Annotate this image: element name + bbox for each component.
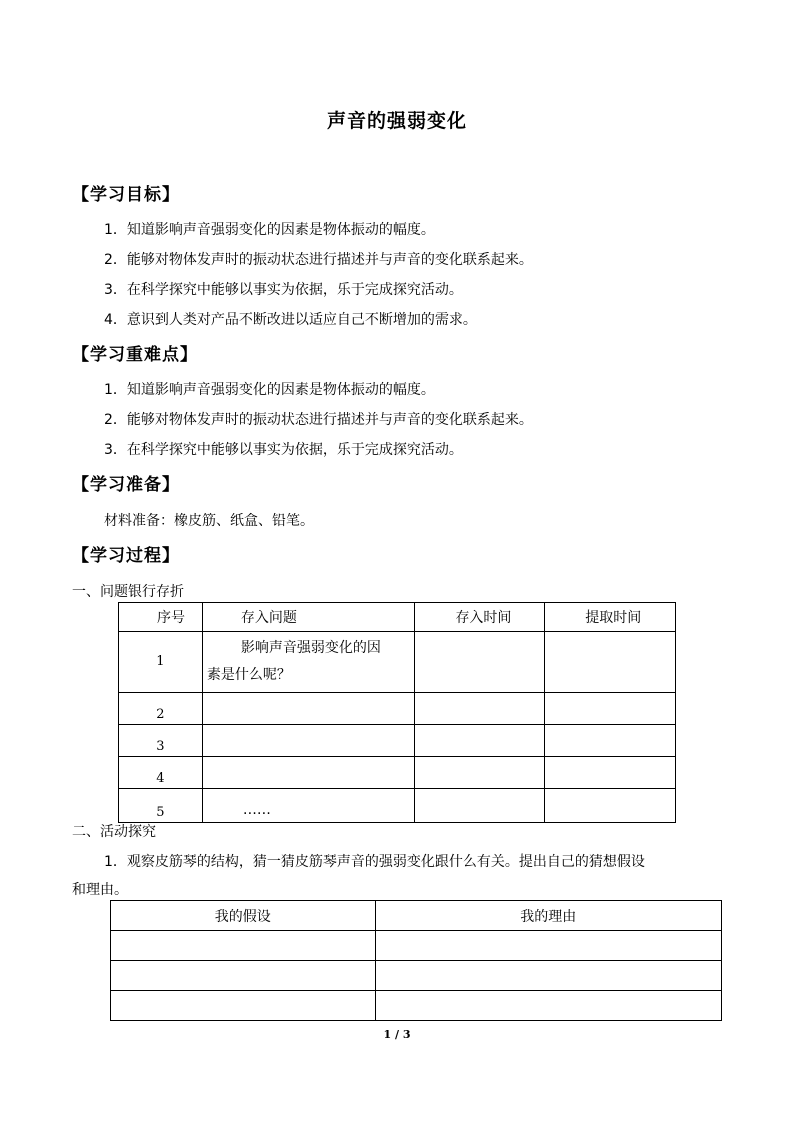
key-points-heading: 【学习重难点】 bbox=[72, 345, 198, 365]
question-cell bbox=[202, 632, 415, 693]
preparation-heading: 【学习准备】 bbox=[72, 475, 180, 495]
key-point-item: 2．能够对物体发声时的振动状态进行描述并与声音的变化联系起来。 bbox=[104, 412, 533, 428]
row-number: 1 bbox=[119, 632, 203, 693]
objectives-heading: 【学习目标】 bbox=[72, 185, 180, 205]
header-number: 序号 bbox=[119, 603, 203, 632]
table-row bbox=[119, 632, 676, 693]
reason-cell bbox=[375, 961, 721, 991]
objective-item: 2．能够对物体发声时的振动状态进行描述并与声音的变化联系起来。 bbox=[104, 252, 533, 268]
table-header-row bbox=[119, 603, 676, 632]
deposit-time-cell bbox=[415, 693, 545, 725]
table-row bbox=[119, 789, 676, 823]
activity-instruction: 1．观察皮筋琴的结构，猜一猜皮筋琴声音的强弱变化跟什么有关。提出自己的猜想假设 bbox=[104, 854, 645, 870]
table-header-row bbox=[111, 901, 722, 931]
preparation-text: 材料准备：橡皮筋、纸盒、铅笔。 bbox=[104, 513, 314, 529]
header-withdraw-time: 提取时间 bbox=[545, 603, 676, 632]
ellipsis-cell: …… bbox=[202, 789, 415, 823]
row-number: 2 bbox=[119, 693, 203, 725]
table-row bbox=[111, 991, 722, 1021]
reason-cell bbox=[375, 991, 721, 1021]
question-cell bbox=[202, 725, 415, 757]
part1-title: 一、问题银行存折 bbox=[72, 584, 184, 600]
question-cell bbox=[202, 693, 415, 725]
deposit-time-cell bbox=[415, 757, 545, 789]
hypothesis-cell bbox=[111, 931, 376, 961]
hypothesis-cell bbox=[111, 991, 376, 1021]
withdraw-time-cell bbox=[545, 693, 676, 725]
key-point-item: 3．在科学探究中能够以事实为依据，乐于完成探究活动。 bbox=[104, 442, 463, 458]
page-number: 1 / 3 bbox=[383, 1028, 411, 1041]
withdraw-time-cell bbox=[545, 789, 676, 823]
withdraw-time-cell bbox=[545, 725, 676, 757]
objective-item: 4．意识到人类对产品不断改进以适应自己不断增加的需求。 bbox=[104, 312, 477, 328]
withdraw-time-cell bbox=[545, 757, 676, 789]
objective-item: 3．在科学探究中能够以事实为依据，乐于完成探究活动。 bbox=[104, 282, 463, 298]
activity-instruction-cont: 和理由。 bbox=[72, 882, 128, 898]
table-row bbox=[119, 757, 676, 789]
deposit-time-cell bbox=[415, 632, 545, 693]
header-hypothesis: 我的假设 bbox=[111, 901, 376, 931]
header-question: 存入问题 bbox=[202, 603, 415, 632]
reason-cell bbox=[375, 931, 721, 961]
table-row bbox=[111, 931, 722, 961]
question-cell bbox=[202, 757, 415, 789]
withdraw-time-cell bbox=[545, 632, 676, 693]
question-line: 影响声音强弱变化的因 bbox=[240, 640, 381, 656]
page-title: 声音的强弱变化 bbox=[326, 110, 467, 132]
question-line: 素是什么呢？ bbox=[206, 667, 291, 683]
deposit-time-cell bbox=[415, 725, 545, 757]
process-heading: 【学习过程】 bbox=[72, 546, 180, 566]
objective-item: 1．知道影响声音强弱变化的因素是物体振动的幅度。 bbox=[104, 222, 435, 238]
table-row bbox=[111, 961, 722, 991]
hypothesis-cell bbox=[111, 961, 376, 991]
header-reason: 我的理由 bbox=[375, 901, 721, 931]
key-point-item: 1．知道影响声音强弱变化的因素是物体振动的幅度。 bbox=[104, 382, 435, 398]
hypothesis-table bbox=[110, 900, 722, 1021]
header-deposit-time: 存入时间 bbox=[415, 603, 545, 632]
table-row bbox=[119, 725, 676, 757]
question-bank-table bbox=[118, 602, 676, 823]
table-row bbox=[119, 693, 676, 725]
row-number: 5 bbox=[119, 789, 203, 823]
part2-title: 二、活动探究 bbox=[72, 824, 156, 840]
row-number: 3 bbox=[119, 725, 203, 757]
deposit-time-cell bbox=[415, 789, 545, 823]
row-number: 4 bbox=[119, 757, 203, 789]
